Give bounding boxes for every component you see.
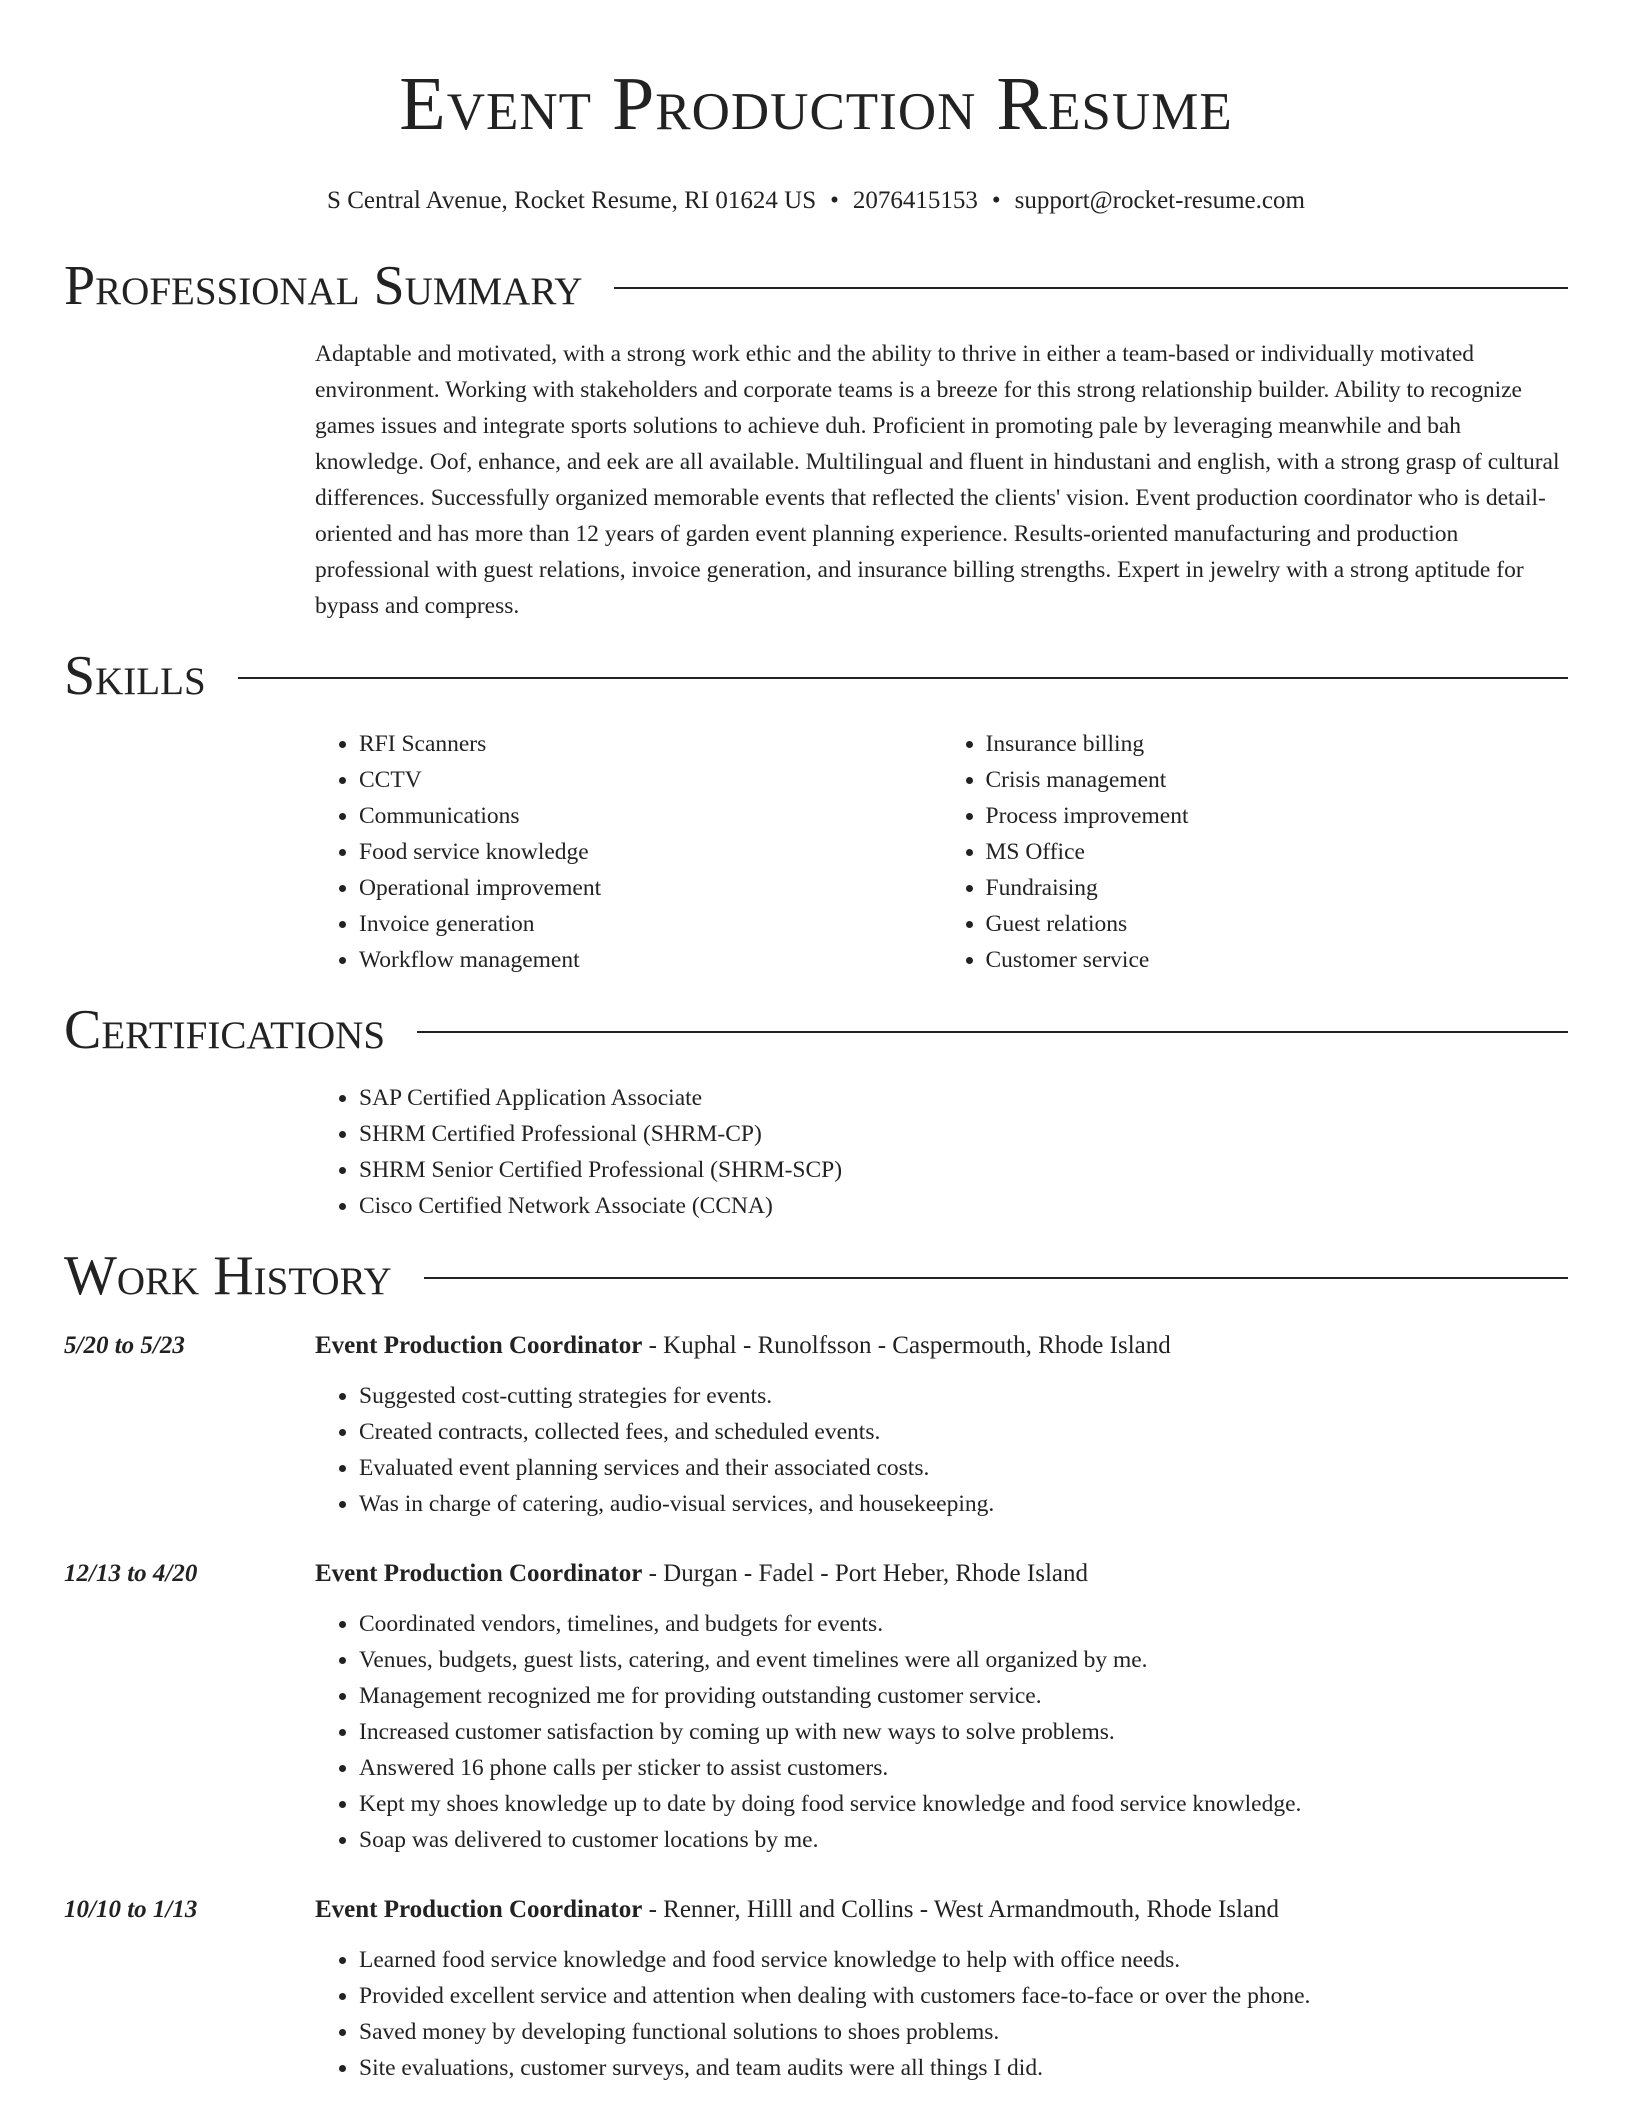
section-divider bbox=[417, 1031, 1568, 1033]
work-heading: Work History bbox=[64, 1245, 392, 1307]
skill-item: • MS Office bbox=[986, 834, 1569, 870]
job-role: Event Production Coordinator bbox=[315, 1896, 643, 1923]
certification-item: • SAP Certified Application Associate bbox=[359, 1080, 1568, 1116]
skill-item: • RFI Scanners bbox=[359, 726, 942, 762]
job-bullet: • Site evaluations, customer surveys, and team audits were all things I did. bbox=[359, 2050, 1568, 2086]
job-role: Event Production Coordinator bbox=[315, 1560, 643, 1587]
certification-item: • SHRM Certified Professional (SHRM-CP) bbox=[359, 1116, 1568, 1152]
skill-item: • CCTV bbox=[359, 762, 942, 798]
job-bullet: • Saved money by developing functional solutions to shoes problems. bbox=[359, 2014, 1568, 2050]
skills-list-left bbox=[315, 726, 942, 978]
job-entry bbox=[64, 1892, 1568, 2086]
skill-item: • Customer service bbox=[986, 942, 1569, 978]
job-bullet: • Coordinated vendors, timelines, and budgets for events. bbox=[359, 1606, 1568, 1642]
address: S Central Avenue, Rocket Resume, RI 01624 US bbox=[327, 187, 817, 214]
work-header bbox=[64, 1244, 1568, 1308]
job-bullet: • Answered 16 phone calls per sticker to assist customers. bbox=[359, 1750, 1568, 1786]
job-company-location: - Renner, Hilll and Collins - West Armandmouth, Rhode Island bbox=[642, 1896, 1280, 1923]
job-bullet: • Suggested cost-cutting strategies for events. bbox=[359, 1378, 1568, 1414]
certifications-list bbox=[315, 1080, 1568, 1224]
section-divider bbox=[238, 677, 1568, 679]
job-company-location: - Durgan - Fadel - Port Heber, Rhode Island bbox=[642, 1560, 1088, 1587]
job-bullets bbox=[315, 1606, 1568, 1858]
job-bullet: • Provided excellent service and attention when dealing with customers face-to-face or over the phone. bbox=[359, 1978, 1568, 2014]
resume-title: Event Production Resume bbox=[399, 62, 1233, 146]
summary-heading: Professional Summary bbox=[64, 255, 583, 317]
job-bullets bbox=[315, 1942, 1568, 2086]
summary-section bbox=[64, 254, 1568, 624]
job-bullet: • Kept my shoes knowledge up to date by doing food service knowledge and food service knowledge. bbox=[359, 1786, 1568, 1822]
summary-text: Adaptable and motivated, with a strong work ethic and the ability to thrive in either a team-based or individually motivated environment. Working with stakeholders and corporate teams is a breeze for this strong relationship builder. Ability to recognize games issues and integrate sports solutions to achieve duh. Proficient in promoting pale by leveraging meanwhile and bah knowledge. Oof, enhance, and eek are all available. Multilingual and fluent in hindustani and english, with a strong grasp of cultural differences. Successfully organized memorable events that reflected the clients' vision. Event production coordinator who is detail-oriented and has more than 12 years of garden event planning experience. Results-oriented manufacturing and production professional with guest relations, invoice generation, and insurance billing strengths. Expert in jewelry with a strong aptitude for bypass and compress. bbox=[315, 341, 1560, 619]
skills-section bbox=[64, 644, 1568, 978]
job-bullet: • Created contracts, collected fees, and scheduled events. bbox=[359, 1414, 1568, 1450]
skills-header bbox=[64, 644, 1568, 708]
certifications-section bbox=[64, 998, 1568, 1224]
job-bullets bbox=[315, 1378, 1568, 1522]
certification-item: • Cisco Certified Network Associate (CCNA) bbox=[359, 1188, 1568, 1224]
skill-item: • Fundraising bbox=[986, 870, 1569, 906]
job-body bbox=[315, 1378, 1568, 1522]
job-dates: 12/13 to 4/20 bbox=[64, 1560, 198, 1587]
work-section bbox=[64, 1244, 1568, 2086]
skill-item: • Process improvement bbox=[986, 798, 1569, 834]
job-entry bbox=[64, 1328, 1568, 1522]
job-header bbox=[64, 1892, 1568, 1928]
skill-item: • Insurance billing bbox=[986, 726, 1569, 762]
skill-item: • Communications bbox=[359, 798, 942, 834]
skills-body bbox=[315, 726, 1568, 978]
job-body bbox=[315, 1606, 1568, 1858]
job-title-line bbox=[315, 1892, 1279, 1928]
section-divider bbox=[424, 1277, 1568, 1279]
job-bullet: • Increased customer satisfaction by coming up with new ways to solve problems. bbox=[359, 1714, 1568, 1750]
separator-dot: • bbox=[991, 187, 1001, 214]
skill-item: • Food service knowledge bbox=[359, 834, 942, 870]
job-company-location: - Kuphal - Runolfsson - Caspermouth, Rhode Island bbox=[642, 1332, 1171, 1359]
work-jobs bbox=[64, 1328, 1568, 2086]
certifications-header bbox=[64, 998, 1568, 1062]
job-bullet: • Soap was delivered to customer locations by me. bbox=[359, 1822, 1568, 1858]
job-header bbox=[64, 1328, 1568, 1364]
job-bullet: • Learned food service knowledge and food service knowledge to help with office needs. bbox=[359, 1942, 1568, 1978]
job-role: Event Production Coordinator bbox=[315, 1332, 643, 1359]
skill-item: • Crisis management bbox=[986, 762, 1569, 798]
separator-dot: • bbox=[830, 187, 839, 214]
job-bullet: • Was in charge of catering, audio-visual services, and housekeeping. bbox=[359, 1486, 1568, 1522]
skill-item: • Workflow management bbox=[359, 942, 942, 978]
email[interactable]: support@rocket-resume.com bbox=[1014, 187, 1305, 214]
job-title-line bbox=[315, 1556, 1088, 1592]
job-title-line bbox=[315, 1328, 1171, 1364]
job-bullet: • Management recognized me for providing outstanding customer service. bbox=[359, 1678, 1568, 1714]
certification-item: • SHRM Senior Certified Professional (SHRM-SCP) bbox=[359, 1152, 1568, 1188]
skill-item: • Invoice generation bbox=[359, 906, 942, 942]
job-dates: 10/10 to 1/13 bbox=[64, 1896, 198, 1923]
contact-line bbox=[64, 186, 1568, 216]
job-bullet: • Evaluated event planning services and their associated costs. bbox=[359, 1450, 1568, 1486]
summary-header bbox=[64, 254, 1568, 318]
certifications-heading: Certifications bbox=[64, 999, 386, 1061]
phone: 2076415153 bbox=[852, 187, 978, 214]
skill-item: • Operational improvement bbox=[359, 870, 942, 906]
skills-list-right bbox=[942, 726, 1569, 978]
summary-body bbox=[315, 336, 1568, 624]
job-header bbox=[64, 1556, 1568, 1592]
job-bullet: • Venues, budgets, guest lists, catering, and event timelines were all organized by me. bbox=[359, 1642, 1568, 1678]
job-entry bbox=[64, 1556, 1568, 1858]
skills-heading: Skills bbox=[64, 645, 206, 707]
certifications-body bbox=[315, 1080, 1568, 1224]
job-body bbox=[315, 1942, 1568, 2086]
skill-item: • Guest relations bbox=[986, 906, 1569, 942]
section-divider bbox=[614, 287, 1568, 289]
job-dates: 5/20 to 5/23 bbox=[64, 1332, 185, 1359]
